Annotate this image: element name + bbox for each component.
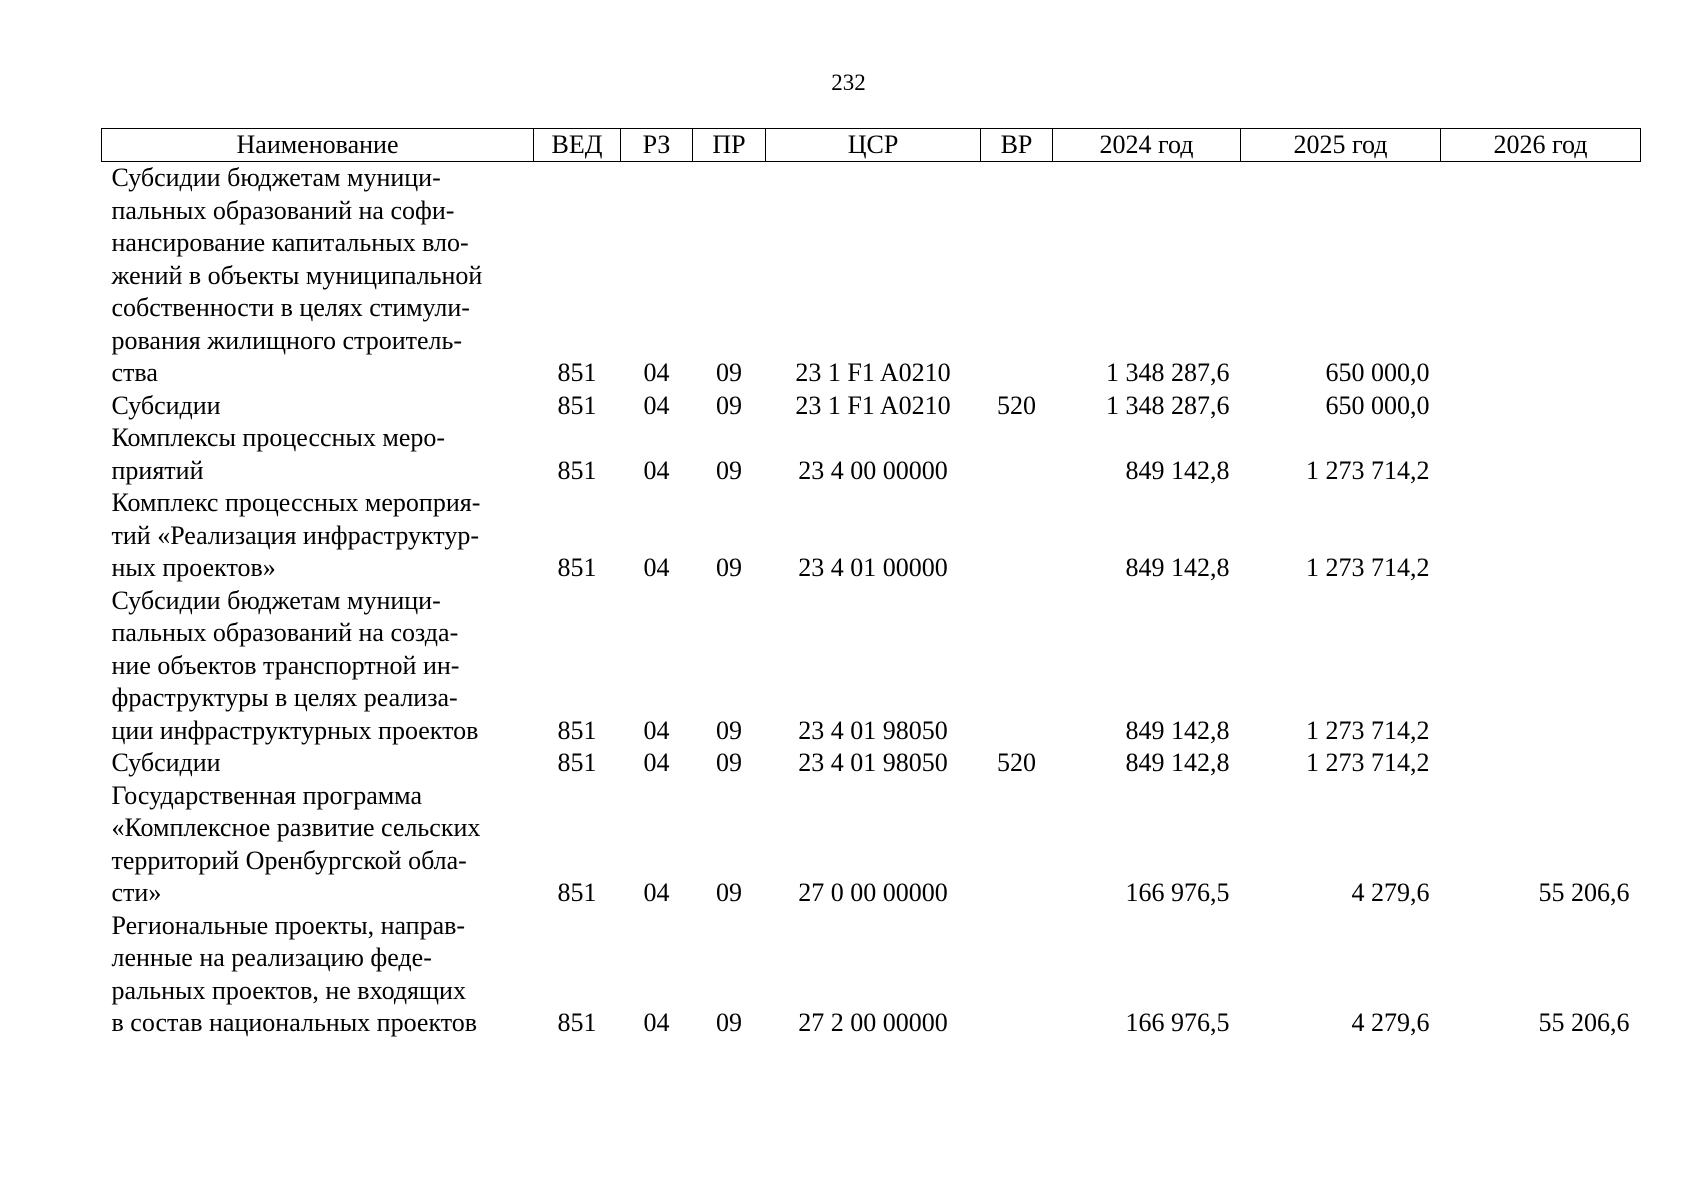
amount-2026-cell	[1441, 747, 1641, 780]
header-vr: ВР	[981, 129, 1053, 162]
vr-cell	[981, 585, 1053, 748]
row-name-line: пальных образований на созда-	[111, 618, 459, 647]
rz-cell: 04	[643, 715, 670, 745]
row-name-cell	[102, 487, 534, 585]
rz-cell: 04	[643, 1008, 670, 1037]
row-name-line: ральных проектов, не входящих	[111, 975, 466, 1005]
csr-cell: 23 4 01 98050	[798, 715, 948, 745]
pr-cell: 09	[716, 455, 742, 485]
csr-cell: 27 2 00 00000	[798, 1008, 948, 1037]
header-rz: РЗ	[621, 129, 693, 162]
vr-cell	[981, 162, 1053, 390]
vr-cell: 520	[997, 390, 1036, 420]
ved-cell: 851	[557, 553, 597, 582]
amount-2026-cell	[1441, 162, 1641, 390]
row-name-line: «Комплексное развитие сельских	[111, 813, 481, 842]
csr-cell: 23 4 01 98050	[798, 748, 948, 777]
row-name-line: сти»	[111, 878, 162, 907]
amount-2024-cell: 849 142,8	[1125, 553, 1230, 582]
ved-cell: 851	[557, 748, 597, 777]
ved-cell: 851	[557, 358, 597, 387]
row-name-cell	[102, 780, 534, 910]
amount-2026-cell: 55 206,6	[1538, 1008, 1630, 1037]
pr-cell: 09	[716, 1008, 742, 1037]
amount-2024-cell: 166 976,5	[1125, 1008, 1230, 1037]
vr-cell	[981, 910, 1053, 1040]
header-2025: 2025 год	[1241, 129, 1441, 162]
vr-cell	[981, 780, 1053, 910]
table-row	[102, 747, 1641, 780]
header-pr: ПР	[693, 129, 766, 162]
row-name-cell	[102, 747, 534, 780]
amount-2026-cell	[1441, 390, 1641, 423]
table-row	[102, 422, 1641, 487]
page-number: 232	[831, 70, 866, 95]
header-2024: 2024 год	[1053, 129, 1241, 162]
amount-2026-cell	[1441, 422, 1641, 487]
csr-cell: 23 4 00 00000	[798, 455, 948, 485]
row-name-line: тий «Реализация инфраструктур-	[111, 520, 479, 550]
table-row	[102, 390, 1641, 423]
amount-2024-cell: 849 142,8	[1125, 748, 1230, 777]
rz-cell: 04	[643, 390, 670, 420]
row-name-line: пальных образований на софи-	[111, 195, 455, 225]
row-name-line: территорий Оренбургской обла-	[111, 845, 467, 875]
budget-table	[101, 128, 1641, 1040]
amount-2025-cell: 1 273 714,2	[1306, 553, 1430, 582]
ved-cell: 851	[557, 1008, 597, 1037]
amount-2024-cell: 849 142,8	[1125, 455, 1230, 485]
amount-2025-cell: 1 273 714,2	[1306, 715, 1430, 745]
table-row	[102, 487, 1641, 585]
row-name-line: нансирование капитальных вло-	[111, 228, 469, 257]
header-csr: ЦСР	[766, 129, 981, 162]
header-ved: ВЕД	[534, 129, 621, 162]
row-name-line: рования жилищного строитель-	[111, 325, 463, 355]
row-name-line: в состав национальных проектов	[111, 1008, 478, 1037]
rz-cell: 04	[643, 553, 670, 582]
row-name-cell	[102, 390, 534, 423]
amount-2025-cell: 1 273 714,2	[1306, 455, 1430, 485]
rz-cell: 04	[643, 455, 670, 485]
vr-cell: 520	[997, 748, 1036, 777]
csr-cell: 23 4 01 00000	[798, 553, 948, 582]
row-name-line: приятий	[111, 455, 204, 485]
amount-2024-cell: 1 348 287,6	[1106, 390, 1230, 420]
row-name-line: ленные на реализацию феде-	[111, 943, 432, 972]
vr-cell	[981, 422, 1053, 487]
row-name-line: Субсидии	[111, 390, 221, 420]
csr-cell: 23 1 F1 A0210	[795, 358, 951, 387]
row-name-line: жений в объекты муниципальной	[111, 260, 483, 290]
table-row	[102, 585, 1641, 748]
table-row	[102, 162, 1641, 390]
row-name-line: ных проектов»	[111, 553, 276, 582]
amount-2025-cell: 4 279,6	[1351, 1008, 1430, 1037]
row-name-line: собственности в целях стимули-	[111, 293, 470, 322]
ved-cell: 851	[557, 715, 597, 745]
amount-2026-cell	[1441, 585, 1641, 748]
row-name-line: ства	[111, 358, 158, 387]
row-name-line: Субсидии бюджетам муници-	[111, 585, 441, 615]
amount-2025-cell: 650 000,0	[1325, 358, 1430, 387]
ved-cell: 851	[557, 390, 597, 420]
table-body	[102, 162, 1641, 1040]
amount-2025-cell: 4 279,6	[1351, 878, 1430, 907]
row-name-cell	[102, 585, 534, 748]
pr-cell: 09	[716, 878, 742, 907]
table-row	[102, 780, 1641, 910]
row-name-cell	[102, 910, 534, 1040]
pr-cell: 09	[716, 358, 742, 387]
row-name-line: Субсидии	[111, 748, 221, 777]
vr-cell	[981, 487, 1053, 585]
amount-2024-cell: 849 142,8	[1125, 715, 1230, 745]
pr-cell: 09	[716, 553, 742, 582]
row-name-line: фраструктуры в целях реализа-	[111, 683, 458, 712]
pr-cell: 09	[716, 748, 742, 777]
amount-2026-cell	[1441, 487, 1641, 585]
row-name-line: ние объектов транспортной ин-	[111, 650, 460, 680]
row-name-cell	[102, 162, 534, 390]
rz-cell: 04	[643, 358, 670, 387]
table-row	[102, 910, 1641, 1040]
csr-cell: 23 1 F1 A0210	[795, 390, 951, 420]
header-name: Наименование	[102, 129, 534, 162]
row-name-line: Комплексы процессных меро-	[111, 423, 446, 452]
amount-2024-cell: 1 348 287,6	[1106, 358, 1230, 387]
amount-2026-cell: 55 206,6	[1538, 878, 1630, 907]
rz-cell: 04	[643, 748, 670, 777]
amount-2024-cell: 166 976,5	[1125, 878, 1230, 907]
csr-cell: 27 0 00 00000	[798, 878, 948, 907]
rz-cell: 04	[643, 878, 670, 907]
ved-cell: 851	[557, 878, 597, 907]
pr-cell: 09	[716, 390, 742, 420]
pr-cell: 09	[716, 715, 742, 745]
row-name-cell	[102, 422, 534, 487]
row-name-line: Региональные проекты, направ-	[111, 910, 466, 940]
row-name-line: Субсидии бюджетам муници-	[111, 163, 441, 192]
header-2026: 2026 год	[1441, 129, 1641, 162]
row-name-line: ции инфраструктурных проектов	[111, 715, 479, 745]
ved-cell: 851	[557, 455, 597, 485]
table-header-row	[102, 129, 1641, 162]
row-name-line: Государственная программа	[111, 780, 423, 810]
amount-2025-cell: 1 273 714,2	[1306, 748, 1430, 777]
row-name-line: Комплекс процессных мероприя-	[111, 488, 481, 517]
amount-2025-cell: 650 000,0	[1325, 390, 1430, 420]
